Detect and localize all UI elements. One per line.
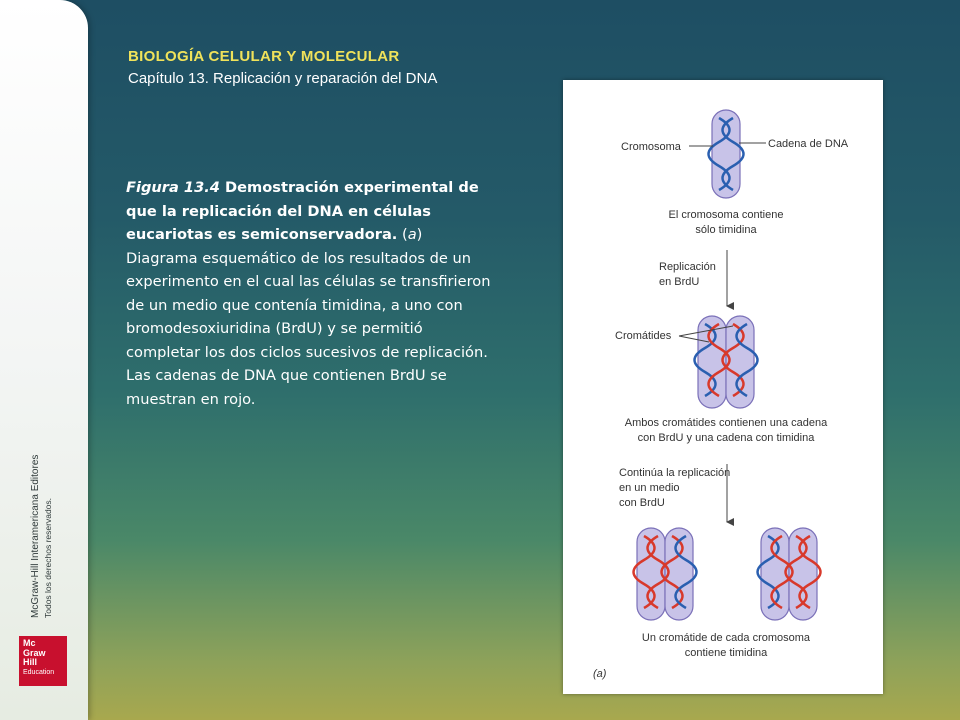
stage-1-line-2: sólo timidina [695, 224, 757, 236]
figure-caption [126, 176, 496, 411]
stage-3-line-1: Un cromátide de cada cromosoma [641, 632, 811, 644]
panel-close: ) [416, 226, 423, 243]
logo-line-1: Mc [23, 638, 36, 648]
logo-line-3: Hill [23, 657, 38, 667]
step-2-line-1: Continúa la replicación [619, 467, 731, 479]
caption-body: Diagrama esquemático de los resultados de un experimento en el cual las células se transfirieron de un medio que contenía timidina, a uno con bromodesoxiuridina (BrdU) y se permitió completar los dos ciclos sucesivos de replicación. Las cadenas de DNA que contienen BrdU se muestran en rojo. [126, 249, 491, 408]
step-2-line-2: en un medio [619, 482, 680, 494]
panel-label: (a) [593, 668, 607, 680]
stage-2-line-2: con BrdU y una cadena con timidina [637, 432, 815, 444]
logo-line-2: Graw [23, 647, 46, 658]
stage-2-line-1: Ambos cromátides contienen una cadena [624, 417, 828, 429]
figure-label: Figura 13.4 [126, 179, 220, 196]
caption-title: Demostración experimental de que la replicación del DNA en células eucariotas es semiconservadora. [126, 179, 479, 243]
stage-3-line-2: contiene timidina [684, 647, 768, 659]
logo-line-4: Education [23, 668, 55, 676]
step-1-line-2: en BrdU [659, 276, 700, 288]
step-1-line-1: Replicación [659, 261, 716, 273]
mcgraw-hill-logo [19, 636, 67, 686]
chromatids-stage-2 [679, 316, 758, 408]
stage-1-line-1: El cromosoma contiene [668, 209, 784, 221]
copyright-line-2: Todos los derechos reservados. [43, 497, 53, 618]
label-cromosoma: Cromosoma [621, 141, 681, 153]
chromosome-stage-3-right [758, 528, 821, 620]
step-2-line-3: con BrdU [619, 497, 665, 509]
chromosome-stage-3-left [634, 528, 697, 620]
chapter-subtitle: Capítulo 13. Replicación y reparación del DNA [128, 70, 438, 87]
panel-open: ( [397, 226, 408, 243]
label-cadena-dna: Cadena de DNA [768, 138, 849, 150]
copyright-line-1: McGraw-Hill Interamericana Editores [30, 454, 41, 618]
book-title: BIOLOGÍA CELULAR Y MOLECULAR [128, 48, 400, 65]
figure-diagram [563, 80, 883, 694]
copyright-notice [30, 455, 54, 618]
left-sidebar [0, 0, 88, 720]
chromosome-stage-1 [689, 110, 766, 198]
replication-figure [563, 80, 883, 694]
label-cromatides: Cromátides [615, 330, 672, 342]
panel-letter: a [407, 226, 417, 243]
